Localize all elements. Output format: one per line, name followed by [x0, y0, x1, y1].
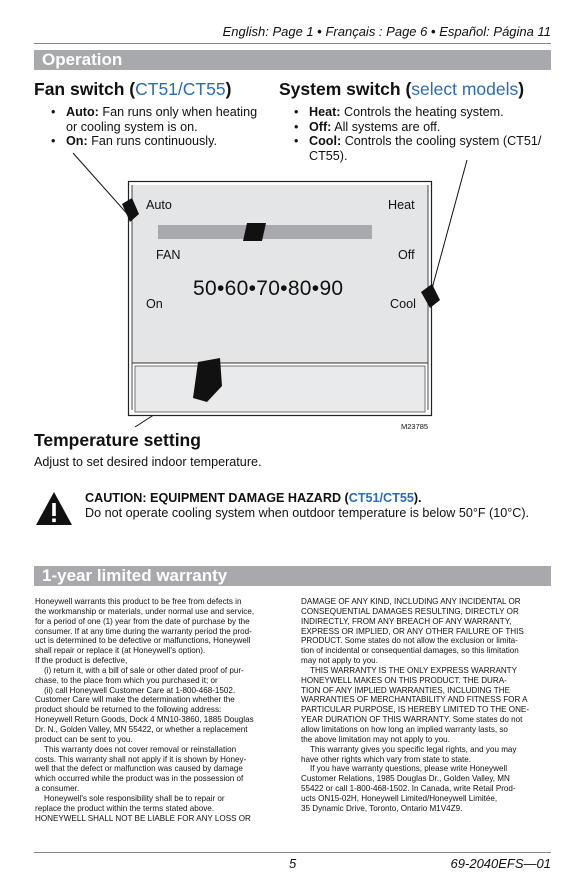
nav-spanish: Español: — [439, 24, 490, 39]
list-item: • On: Fan runs continuously. — [39, 134, 279, 149]
operation-title: Operation — [42, 50, 123, 69]
fan-switch-models: CT51/CT55 — [135, 79, 226, 99]
system-switch-heading: System switch (select models) — [279, 79, 525, 99]
thermostat-face — [132, 185, 428, 363]
nav-spanish-page: Página 11 — [493, 24, 551, 39]
nav-english: English: — [222, 24, 269, 39]
warranty-left-column: Honeywell warrants this product to be free from defects in the workmanship or materials, under normal use and service, for a period of one (1) year from the date of purchase by the consumer. If at any time during the warranty period the prod- uct is determined to be defective or malfunctions, Honeywell shall repair or replace it (at Honeywell's option). If the product is defective, (i) return it, with a bill of sale or other dated proof of pur- chase, to the place from which you purchased it; or (ii) call Honeywell Customer Care at 1-800-468-1502. Customer Care will make the determination whether the product should be returned to the following address: Honeywell Return Goods, Dock 4 MN10-3860, 1885 Douglas Dr. N., Golden Valley, MN 55422, or whether a replacement product can be sent to you. This warranty does not cover removal or reinstallation costs. This warranty shall not apply if it is shown by Honey- well that the defect or malfunction was caused by damage which occurred while the product was in the possession of a consumer. Honeywell's sole responsibility shall be to repair or replace the product within the terms stated above. HONEYWELL SHALL NOT BE LIABLE FOR ANY LOSS OR — [35, 597, 255, 823]
lower-panel — [135, 366, 425, 412]
list-item: • Off: All systems are off. — [282, 120, 552, 135]
temperature-scale: 50•60•70•80•90 — [193, 277, 344, 300]
fan-label: FAN — [156, 248, 181, 262]
warning-triangle-icon — [35, 490, 73, 528]
system-switch-models: select models — [411, 79, 519, 99]
warranty-title: 1-year limited warranty — [42, 566, 228, 585]
list-item: • Cool: Controls the cooling system (CT51/ CT55). — [282, 134, 552, 163]
figure-id: M23785 — [401, 422, 429, 431]
caution-models: CT51/CT55 — [348, 491, 414, 505]
fan-leader-line — [73, 153, 130, 217]
temperature-text: Adjust to set desired indoor temperature. — [34, 455, 262, 469]
fan-slider-knob — [243, 223, 266, 241]
document-code: 69-2040EFS—01 — [450, 856, 551, 871]
nav-french: Français : — [325, 24, 383, 39]
nav-separator: • — [317, 24, 322, 39]
temperature-heading: Temperature setting — [34, 430, 201, 450]
list-item: • Auto: Fan runs only when heating or cooling system is on. — [39, 105, 279, 134]
system-leader-line — [430, 160, 467, 296]
heat-label: Heat — [388, 198, 415, 212]
nav-english-page: Page 1 — [272, 24, 314, 39]
thermostat-illustration — [0, 0, 577, 440]
warranty-section-bar — [34, 566, 551, 586]
fan-switch-heading: Fan switch (CT51/CT55) — [34, 79, 232, 99]
caution-label: CAUTION: EQUIPMENT DAMAGE HAZARD (CT51/CT55). — [85, 491, 422, 505]
cool-label: Cool — [390, 297, 416, 311]
fan-auto-label: Auto — [146, 198, 172, 212]
fan-on-label: On — [146, 297, 163, 311]
nav-french-page: Page 6 — [386, 24, 428, 39]
list-item: • Heat: Controls the heating system. — [282, 105, 552, 120]
page-number: 5 — [289, 856, 297, 871]
footer-rule — [34, 852, 551, 853]
caution-text: Do not operate cooling system when outdoor temperature is below 50°F (10°C). — [85, 506, 530, 520]
nav-separator: • — [431, 24, 436, 39]
warranty-right-column: DAMAGE OF ANY KIND, INCLUDING ANY INCIDENTAL OR CONSEQUENTIAL DAMAGES RESULTING, DIRECTLY OR INDIRECTLY, FROM ANY BREACH OF ANY WARRANTY, EXPRESS OR IMPLIED, OR ANY OTHER FAILURE OF THIS PRODUCT. Some states do not allow the exclusion or limita- tion of incidental or consequential damages, so this limitation may not apply to you. THIS WARRANTY IS THE ONLY EXPRESS WARRANTY HONEYWELL MAKES ON THIS PRODUCT. THE DURA- TION OF ANY IMPLIED WARRANTIES, INCLUDING THE WARRANTIES OF MERCHANTABILITY AND FITNESS FOR A PARTICULAR PURPOSE, IS HEREBY LIMITED TO THE ONE- YEAR DURATION OF THIS WARRANTY. Some states do not allow limitations on how long an implied warranty lasts, so the above limitation may not apply to you. This warranty gives you specific legal rights, and you may have other rights which vary from state to state. If you have warranty questions, please write Honeywell Customer Relations, 1985 Douglas Dr., Golden Valley, MN 55422 or call 1-800-468-1502. In Canada, write Retail Prod- ucts ON15-02H, Honeywell Limited/Honeywell Limitée, 35 Dynamic Drive, Toronto, Ontario M1V4Z9. — [301, 597, 530, 813]
off-label: Off — [398, 248, 415, 262]
